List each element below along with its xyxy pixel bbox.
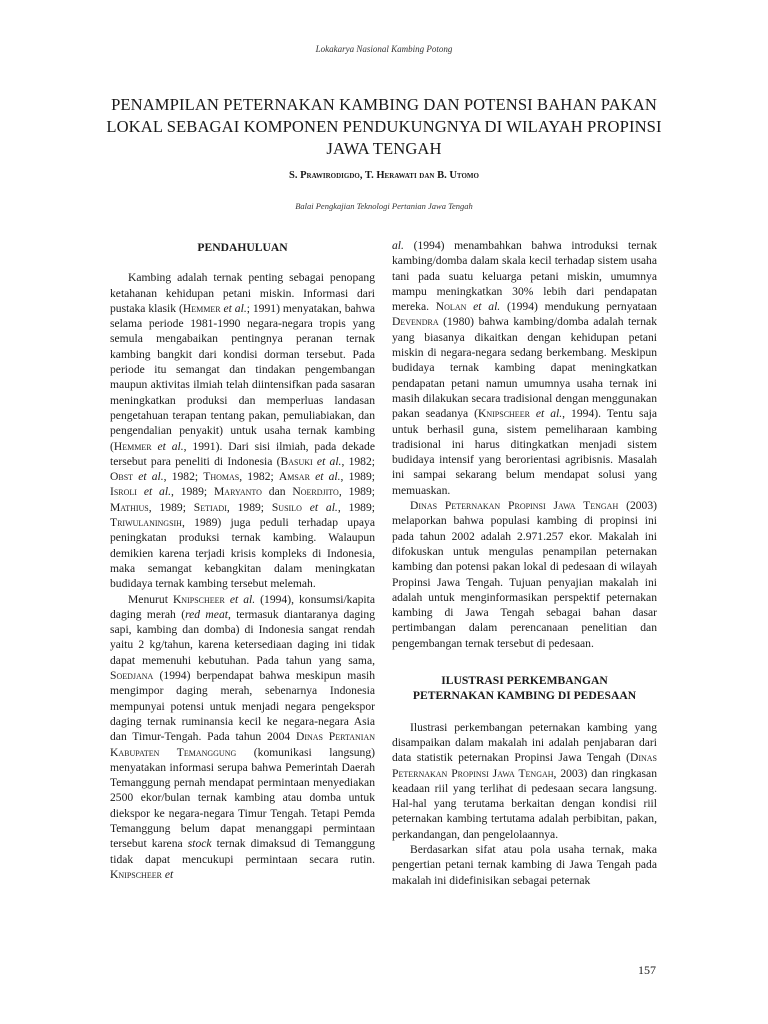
authors: S. Prawirodigdo, T. Herawati dan B. Utomo — [289, 170, 479, 181]
paper-title: PENAMPILAN PETERNAKAN KAMBING DAN POTENSI BAHAN PAKAN LOKAL SEBAGAI KOMPONEN PENDUKUNGNYA DI WILAYAH PROPINSI JAWA TENGAH — [106, 95, 662, 158]
affiliation: Balai Pengkajian Teknologi Pertanian Jawa Tengah — [295, 201, 473, 211]
paragraph: al. (1994) menambahkan bahwa introduksi ternak kambing/domba dalam skala kecil terhadap sistem usaha tani pada suatu keluarga petani miskin, umumnya mampu meningkatkan 30% lebih dari pendapatan mereka. Nolan et al. (1994) mendukung pernyataan Devendra (1980) bahwa kambing/domba adalah ternak yang biasanya dikaitkan dengan kehidupan petani miskin di negara-negara sedang berkembang. Meskipun budidaya ternak kambing dapat meningkatkan pendapatan petani namun umumnya usaha ternak ini masih dilakukan secara tradisional dengan menggunakan pakan seadanya (Knipscheer et al., 1994). Tentu saja untuk berhasil guna, sistem pemeliharaan kambing tradisional ini harus ditingkatkan menjadi sistem budidaya intensif yang berorientasi agribisnis. Masalah ini sampai sekarang belum mendapat solusi yang memuaskan. — [392, 239, 657, 497]
section-heading-ilustrasi: ILUSTRASI PERKEMBANGAN PETERNAKAN KAMBING DI PEDESAAN — [412, 674, 637, 703]
running-header: Lokakarya Nasional Kambing Potong — [315, 44, 453, 54]
paragraph: Berdasarkan sifat atau pola usaha ternak, maka pengertian petani ternak kambing di Jawa Tengah pada makalah ini didefinisikan sebagai peternak — [392, 842, 657, 887]
left-column — [110, 240, 375, 882]
paragraph: Menurut Knipscheer et al. (1994), konsumsi/kapita daging merah (red meat, termasuk diantaranya daging sapi, kambing dan domba) di Indonesia sangat rendah yaitu 2 kg/tahun, karena ketersediaan daging ini tidak dapat memenuhi kebutuhan. Pada tahun yang sama, Soedjana (1994) berpendapat bahwa meskipun masih mengimpor daging merah, sebenarnya Indonesia mempunyai potensi untuk menjadi negara pengekspor daging ternak ruminansia kecil ke negara-negara Asia dan Timur-Tengah. Pada tahun 2004 Dinas Pertanian Kabupaten Temanggung (komunikasi langsung) menyatakan informasi serupa bahwa Pemerintah Daerah Temanggung pernah mendapat permintaan menyediakan 2500 ekor/bulan ternak kambing atau domba untuk diekspor ke negara-negara Timur Tengah. Tetapi Pemda Temanggung belum dapat menanggapi permintaan tersebut karena stock ternak dimaksud di Temanggung tidak dapat mencukupi permintaan secara rutin. Knipscheer et — [110, 592, 375, 881]
paragraph: Ilustrasi perkembangan peternakan kambing yang disampaikan dalam makalah ini adalah penjabaran dari data statistik peternakan Propinsi Jawa Tengah (Dinas Peternakan Propinsi Jawa Tengah, 2003) dan ringkasan keadaan riil yang terlihat di pedesaan secara langsung. Hal-hal yang terutama berkaitan dengan kondisi riil peternakan kambing tertutama adalah perbibitan, pakan, perkandangan, dan pengelolaannya. — [392, 720, 657, 841]
right-column — [392, 238, 657, 888]
paragraph: Kambing adalah ternak penting sebagai penopang ketahanan kehidupan petani miskin. Informasi dari pustaka klasik (Hemmer et al.; 1991) menyatakan, bahwa selama periode 1981-1990 negara-negara tropis yang semula mengabaikan pentingnya peranan ternak kambing bangkit dari kondisi dorman tersebut. Pada periode itu semangat dan tindakan pengembangan maupun aktivitas ilmiah telah diintensifkan pada sasaran meningkatkan produksi dan memperluas landasan pengetahuan terapan tentang pakan, pemuliabiakan, dan pengendalian penyakit) untuk usaha ternak kambing (Hemmer et al., 1991). Dari sisi ilmiah, pada dekade tersebut para peneliti di Indonesia (Basuki et al., 1982; Obst et al., 1982; Thomas, 1982; Amsar et al., 1989; Isroli et al., 1989; Maryanto dan Noerdjito, 1989; Mathius, 1989; Setiadi, 1989; Susilo et al., 1989; Triwulaningsih, 1989) juga peduli terhadap upaya peningkatan produksi ternak kambing. Walaupun demikien karena terjadi krisis kompleks di Indonesia, maka semangat kebangkitan dalam meningkatan budidaya ternak kambing tersebut melemah. — [110, 271, 375, 591]
paragraph: Dinas Peternakan Propinsi Jawa Tengah (2003) melaporkan bahwa populasi kambing di propinsi ini pada tahun 2002 adalah 2.971.257 ekor. Makalah ini difokuskan untuk mengulas penampilan peternakan kambing dan potensi pakan lokal di pedesaan di wilayah Propinsi Jawa Tengah. Tujuan penyajian makalah ini adalah untuk menginformasikan perspektif peternakan kambing di Jawa Tengah sebagai bahan dasar pertimbangan dalam perencanaan penelitian dan pengembangan ternak tersebut di pedesaan. — [392, 499, 657, 650]
page-number: 157 — [638, 963, 656, 977]
section-heading-pendahuluan: PENDAHULUAN — [197, 241, 288, 254]
